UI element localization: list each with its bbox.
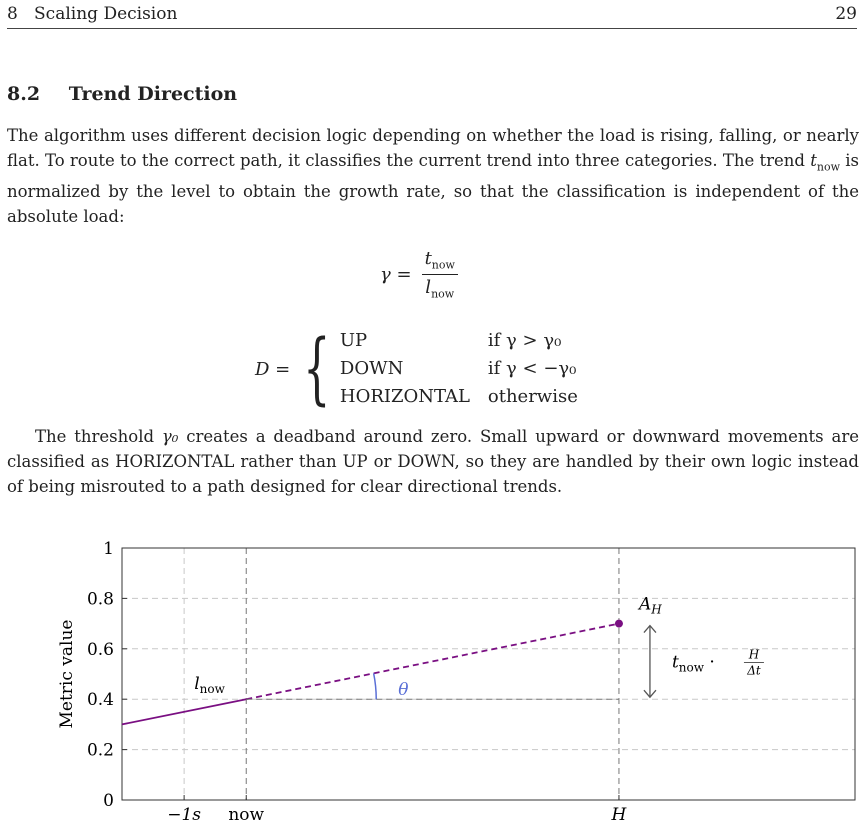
a-h-label: $A_H$: [638, 594, 662, 617]
para1-text-b: is normalized by the level to obtain the growth rate, so that the classification is independent of the absolute load:: [7, 151, 859, 227]
case-horizontal-condition: otherwise: [487, 386, 578, 407]
var-t-now: t: [810, 151, 817, 170]
increment-frac-num: H: [748, 647, 760, 662]
page-number: 29: [835, 4, 857, 24]
l-now-label: $l_{now}$: [194, 674, 225, 697]
increment-label: $t_{now}$ ·: [671, 652, 715, 675]
x-tick-label: −1s: [167, 805, 202, 825]
eq1-lhs: γ =: [380, 263, 412, 285]
y-axis-label: Metric value: [57, 619, 77, 729]
x-tick-label: now: [228, 805, 265, 825]
y-tick-label: 1: [103, 539, 114, 559]
cases-brace: {: [303, 324, 331, 414]
chart-grid: [122, 548, 855, 800]
forecast-line: [246, 624, 619, 700]
chart-annotations: [194, 595, 764, 701]
para1-text-a: The algorithm uses different decision logic depending on whether the load is rising, falling, or nearly flat. To route to the correct path, it classifies the current trend into three categories. The trend: [7, 126, 859, 170]
chart-series: [122, 620, 623, 725]
plot-frame: [122, 548, 855, 800]
axis-ticks: [87, 539, 628, 825]
eq1-den-var: l: [425, 276, 432, 298]
y-tick-label: 0: [103, 791, 114, 811]
eq1-num-sub: now: [431, 258, 455, 272]
theta-label: θ: [398, 680, 409, 701]
case-up-label: UP: [339, 330, 368, 351]
theta-arc: [374, 673, 377, 699]
case-up-condition: if γ > γ₀: [487, 330, 562, 351]
case-down-label: DOWN: [339, 358, 404, 379]
para2-text-b: creates a deadband around zero. Small upward or downward movements are classified as HORIZONTAL rather than UP or DOWN, so they are handled by their own logic instead of being misrouted to a path designed for clear directional trends.: [7, 427, 860, 496]
eq2-lhs: D =: [255, 358, 291, 380]
y-tick-label: 0.6: [86, 639, 114, 660]
case-horizontal-label: HORIZONTAL: [339, 386, 470, 407]
section-number: 8.2: [7, 83, 41, 105]
para2-text-a: The threshold: [35, 427, 162, 446]
forecast-point-a-h: [615, 620, 623, 628]
eq1-num-var: t: [424, 248, 432, 269]
y-tick-label: 0.4: [86, 690, 114, 711]
eq1-den-sub: now: [431, 287, 455, 301]
gamma0-symbol: γ₀: [161, 427, 179, 446]
y-tick-label: 0.2: [86, 740, 114, 761]
subscript-now: now: [816, 160, 840, 174]
increment-frac-den: Δt: [747, 663, 761, 678]
case-down-condition: if γ < −γ₀: [487, 358, 577, 379]
running-chapter-title: 8 Scaling Decision: [7, 4, 178, 24]
x-tick-label: H: [611, 805, 627, 825]
y-tick-label: 0.8: [86, 589, 114, 610]
section-title: Trend Direction: [68, 83, 238, 105]
